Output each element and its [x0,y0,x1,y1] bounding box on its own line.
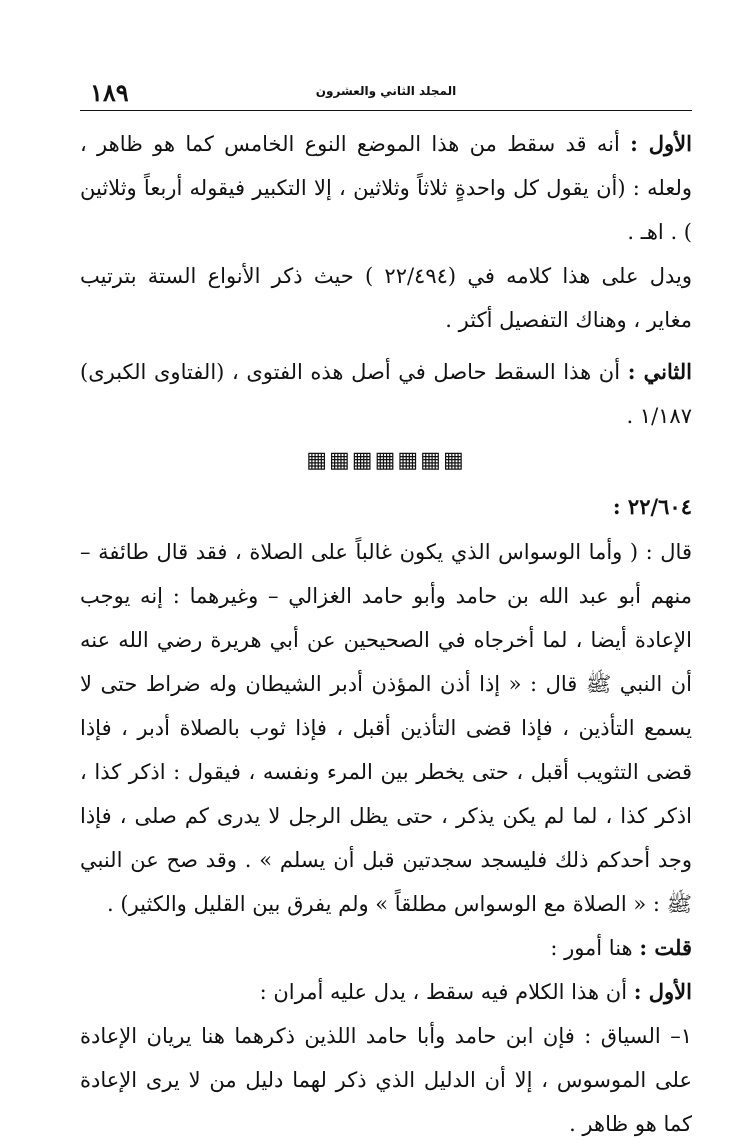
paragraph-second-point [80,350,692,438]
volume-title: المجلد الثاني والعشرون [315,84,457,98]
label-first: الأول : [633,979,692,1004]
paragraph-first-matter [80,970,692,1014]
section-divider-ornament: ▦▦▦▦▦▦▦ [306,448,466,473]
paragraph-text: ١– السياق : فإن ابن حامد وأبا حامد اللذين ذكرهما هنا يريان الإعادة على الموسوس ، إلا أن الدليل الذي ذكر لهما دليل من لا يرى الإعادة كما هو ظاهر . [80,1024,692,1136]
paragraph-context [80,1014,692,1146]
label-second: الثاني : [627,359,692,384]
paragraph-text: ويدل على هذا كلامه في (٢٢/٤٩٤ ) حيث ذكر الأنواع الستة بترتيب مغاير ، وهناك التفصيل أكثر . [80,264,692,332]
paragraph-evidence [80,254,692,342]
fatwa-reference: ٢٢/٦٠٤ : [612,494,692,519]
paragraph-comment [80,926,692,970]
page-number: ١٨٩ [90,78,129,107]
page-body [80,122,692,1146]
paragraph-first-point [80,122,692,254]
paragraph-text: هنا أمور : [550,936,633,960]
paragraph-text: أنه قد سقط من هذا الموضع النوع الخامس كما هو ظاهر ، ولعله : (أن يقول كل واحدةٍ ثلاثاً وثلاثين ، إلا التكبير فيقوله أربعاً وثلاثين ) . اهـ . [80,132,692,244]
paragraph-text: أن هذا الكلام فيه سقط ، يدل عليه أمران : [259,980,628,1004]
label-first: الأول : [630,131,692,156]
header-divider [80,110,692,111]
label-qultu: قلت : [639,935,692,960]
spacer [80,342,692,350]
paragraph-quote [80,530,692,926]
paragraph-text: أن هذا السقط حاصل في أصل هذه الفتوى ، (الفتاوى الكبرى) ١/١٨٧ . [80,360,692,428]
page-header [80,78,692,108]
paragraph-text: قال : ( وأما الوسواس الذي يكون غالباً على الصلاة ، فقد قال طائفة – منهم أبو عبد الله بن حامد وأبو حامد الغزالي – وغيرهما : إنه يوجب الإعادة أيضا ، لما أخرجاه في الصحيحين عن أبي هريرة رضي الله عنه أن النبي ﷺ قال : « إذا أذن المؤذن أدبر الشيطان وله ضراط حتى لا يسمع التأذين ، فإذا قضى التأذين أقبل ، فإذا ثوب بالصلاة أدبر ، فإذا قضى التثويب أقبل ، حتى يخطر بين المرء ونفسه ، فيقول : اذكر كذا ، اذكر كذا ، لما لم يكن يذكر ، حتى يظل الرجل لا يدرى كم صلى ، فإذا وجد أحدكم ذلك فليسجد سجدتين قبل أن يسلم » . وقد صح عن النبي ﷺ : « الصلاة مع الوسواس مطلقاً » ولم يفرق بين القليل والكثير) . [80,540,692,916]
